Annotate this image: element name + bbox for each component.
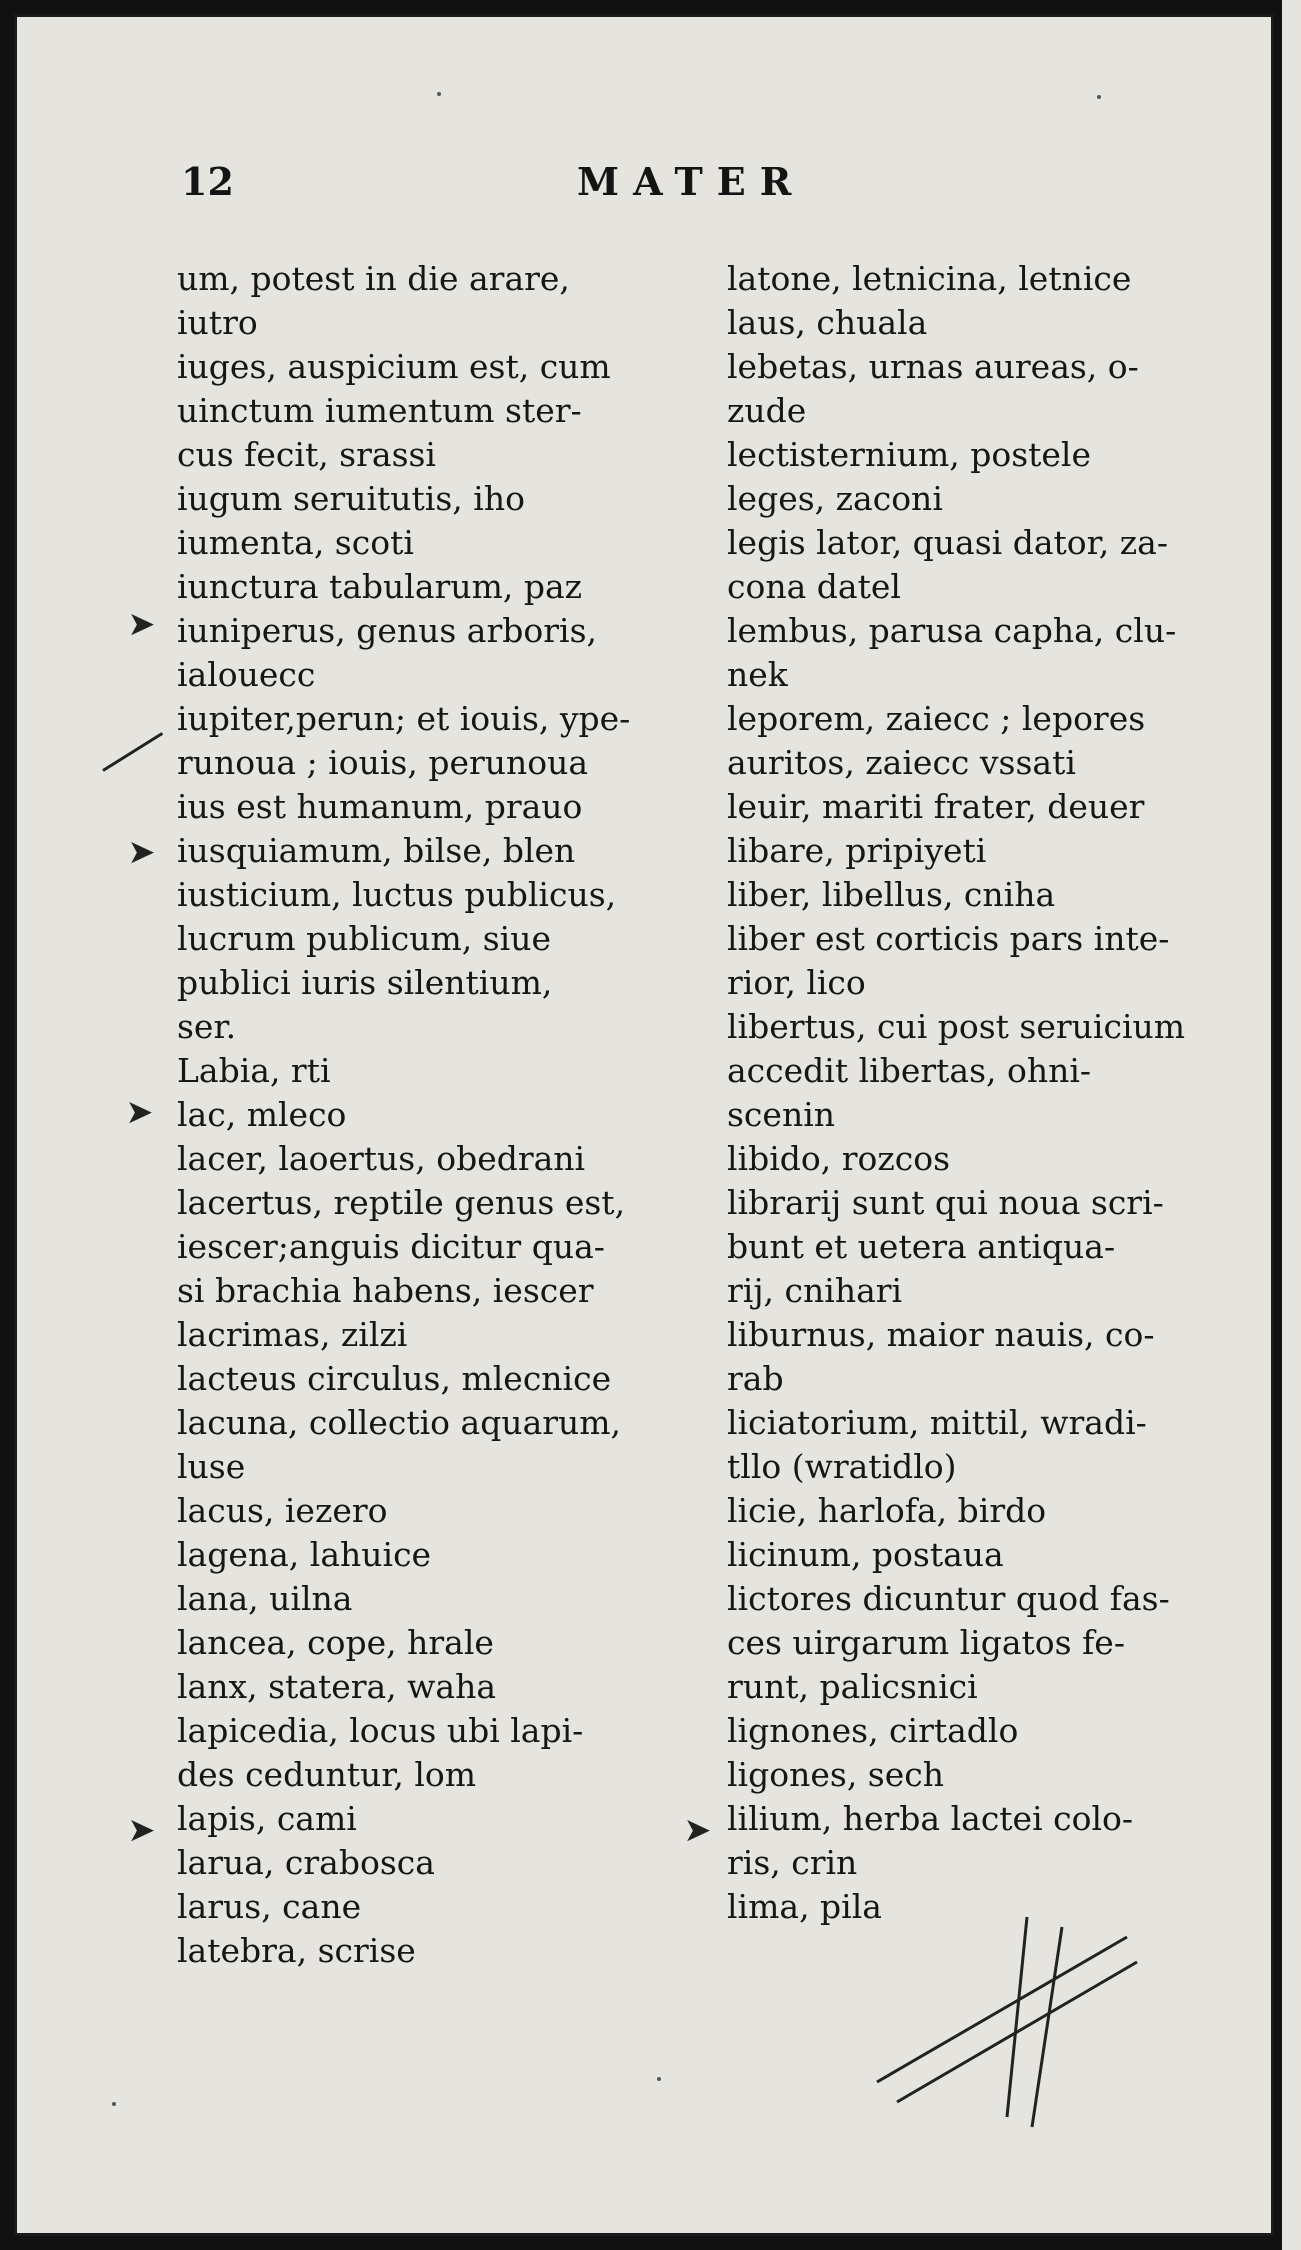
entry-headline: liber, libellus, cniha: [727, 875, 1056, 914]
entry-headline: legis lator, quasi dator, za-: [727, 523, 1168, 562]
entry-headline: lilium, herba lactei colo-: [727, 1799, 1134, 1838]
entry-headline: licie, harlofa, birdo: [727, 1491, 1047, 1530]
dictionary-entry: [177, 785, 687, 829]
dictionary-entry: [177, 345, 687, 477]
entry-headline: libare, pripiyeti: [727, 831, 987, 870]
entry-headline: libido, rozcos: [727, 1139, 951, 1178]
entry-headline: iusquiamum, bilse, blen: [177, 831, 576, 870]
entry-headline: librarij sunt qui noua scri-: [727, 1183, 1164, 1222]
entry-continuation: ialouecc: [177, 655, 316, 694]
entry-headline: lanx, statera, waha: [177, 1667, 497, 1706]
paper-speck: [657, 2077, 661, 2081]
dictionary-entry: [727, 1489, 1227, 1533]
dictionary-entry: [177, 1709, 687, 1797]
handwritten-cross-mark-icon: [857, 1897, 1157, 2137]
dictionary-entry: [177, 1489, 687, 1533]
entry-headline: leporem, zaiecc ; lepores: [727, 699, 1146, 738]
entry-headline: iugum seruitutis, iho: [177, 479, 525, 518]
entry-continuation: lucrum publicum, siue: [177, 919, 551, 958]
dictionary-entry: [177, 1797, 687, 1841]
arrow-mark-icon: ➤: [129, 607, 155, 642]
dictionary-entry: [177, 1357, 687, 1401]
entry-headline: lagena, lahuice: [177, 1535, 432, 1574]
entry-continuation: runoua ; iouis, perunoua: [177, 743, 589, 782]
page-number: 12: [181, 159, 234, 204]
entry-headline: lacteus circulus, mlecnice: [177, 1359, 612, 1398]
dictionary-entry: [727, 345, 1227, 433]
dictionary-entry: [177, 1313, 687, 1357]
dictionary-entry: [177, 1665, 687, 1709]
paper-speck: [437, 92, 441, 96]
arrow-mark-icon: ➤: [129, 1813, 155, 1848]
dictionary-entry: [177, 1929, 687, 1973]
dictionary-entry: [727, 477, 1227, 521]
dictionary-entry: [727, 609, 1227, 697]
dictionary-entry: [177, 829, 687, 873]
entry-continuation: accedit libertas, ohni-: [727, 1051, 1092, 1090]
book-page: [14, 14, 1274, 2236]
entry-headline: lana, uilna: [177, 1579, 353, 1618]
entry-headline: latebra, scrise: [177, 1931, 416, 1970]
entry-headline: iumenta, scoti: [177, 523, 414, 562]
running-head: MATER: [577, 159, 806, 204]
margin-stroke-icon: [102, 732, 163, 772]
dictionary-entry: [727, 521, 1227, 609]
dictionary-entry: [177, 697, 687, 785]
dictionary-entry: [727, 873, 1227, 917]
dictionary-entry: [177, 1401, 687, 1489]
dictionary-entry: [727, 301, 1227, 345]
entry-headline: Labia, rti: [177, 1051, 331, 1090]
dictionary-entry: [727, 1137, 1227, 1181]
entry-continuation: iutro: [177, 303, 258, 342]
dictionary-entry: [177, 1841, 687, 1885]
entry-headline: iuniperus, genus arboris,: [177, 611, 597, 650]
entry-continuation: iescer;anguis dicitur qua-: [177, 1227, 605, 1266]
page-header: [17, 159, 1271, 219]
dictionary-entry: [177, 1577, 687, 1621]
dictionary-entry: [177, 609, 687, 697]
arrow-mark-icon: ➤: [685, 1813, 711, 1848]
entry-headline: iupiter,perun; et iouis, ype-: [177, 699, 631, 738]
entry-headline: lectisternium, postele: [727, 435, 1092, 474]
entry-continuation: bunt et uetera antiqua-: [727, 1227, 1116, 1266]
entry-headline: lictores dicuntur quod fas-: [727, 1579, 1170, 1618]
entry-continuation: cus fecit, srassi: [177, 435, 436, 474]
entry-continuation: ris, crin: [727, 1843, 858, 1882]
dictionary-entry: [727, 697, 1227, 785]
entry-headline: um, potest in die arare,: [177, 259, 570, 298]
dictionary-entry: [177, 477, 687, 521]
entry-continuation: luse: [177, 1447, 246, 1486]
entry-headline: lacus, iezero: [177, 1491, 388, 1530]
entry-headline: leuir, mariti frater, deuer: [727, 787, 1145, 826]
entry-continuation: tllo (wratidlo): [727, 1447, 957, 1486]
dictionary-entry: [177, 873, 687, 1049]
dictionary-entry: [177, 1049, 687, 1093]
entry-continuation: auritos, zaiecc vssati: [727, 743, 1076, 782]
dictionary-entry: [727, 1313, 1227, 1401]
entry-headline: lapis, cami: [177, 1799, 357, 1838]
paper-speck: [112, 2102, 116, 2106]
entry-headline: libertus, cui post seruicium: [727, 1007, 1186, 1046]
dictionary-entry: [727, 1797, 1227, 1885]
dictionary-entry: [727, 1181, 1227, 1313]
entry-continuation: zude: [727, 391, 807, 430]
entry-headline: iuges, auspicium est, cum: [177, 347, 611, 386]
entry-headline: liber est corticis pars inte-: [727, 919, 1170, 958]
arrow-mark-icon: ➤: [129, 835, 155, 870]
entry-headline: laus, chuala: [727, 303, 928, 342]
dictionary-entry: [727, 257, 1227, 301]
dictionary-entry: [727, 1401, 1227, 1489]
left-column: [177, 257, 687, 1973]
entry-continuation: nek: [727, 655, 788, 694]
adjacent-page-edge: [1278, 0, 1301, 2250]
entry-continuation: runt, palicsnici: [727, 1667, 978, 1706]
entry-headline: iunctura tabularum, paz: [177, 567, 583, 606]
dictionary-entry: [177, 1885, 687, 1929]
entry-headline: lignones, cirtadlo: [727, 1711, 1019, 1750]
entry-headline: ius est humanum, prauo: [177, 787, 583, 826]
dictionary-entry: [727, 829, 1227, 873]
dictionary-entry: [727, 433, 1227, 477]
entry-continuation: rij, cnihari: [727, 1271, 903, 1310]
dictionary-entry: [177, 1137, 687, 1181]
entry-headline: lacuna, collectio aquarum,: [177, 1403, 622, 1442]
entry-headline: lacer, laoertus, obedrani: [177, 1139, 586, 1178]
dictionary-entry: [177, 1181, 687, 1313]
dictionary-entry: [727, 1753, 1227, 1797]
entry-headline: leges, zaconi: [727, 479, 943, 518]
entry-continuation: ser.: [177, 1007, 237, 1046]
entry-headline: liburnus, maior nauis, co-: [727, 1315, 1155, 1354]
dictionary-entry: [727, 1533, 1227, 1577]
dictionary-entry: [177, 1621, 687, 1665]
entry-headline: lacrimas, zilzi: [177, 1315, 408, 1354]
paper-speck: [1097, 95, 1101, 99]
dictionary-entry: [177, 1533, 687, 1577]
entry-continuation: ces uirgarum ligatos fe-: [727, 1623, 1125, 1662]
entry-headline: licinum, postaua: [727, 1535, 1004, 1574]
entry-headline: latone, letnicina, letnice: [727, 259, 1132, 298]
entry-headline: iusticium, luctus publicus,: [177, 875, 617, 914]
entry-continuation: publici iuris silentium,: [177, 963, 553, 1002]
dictionary-entry: [177, 565, 687, 609]
entry-headline: lima, pila: [727, 1887, 882, 1926]
entry-headline: lembus, parusa capha, clu-: [727, 611, 1177, 650]
entry-headline: lacertus, reptile genus est,: [177, 1183, 626, 1222]
dictionary-entry: [177, 257, 687, 345]
entry-headline: lapicedia, locus ubi lapi-: [177, 1711, 584, 1750]
dictionary-entry: [727, 917, 1227, 1005]
entry-headline: larua, crabosca: [177, 1843, 435, 1882]
entry-continuation: cona datel: [727, 567, 901, 606]
entry-continuation: rab: [727, 1359, 784, 1398]
entry-continuation: scenin: [727, 1095, 836, 1134]
entry-headline: lancea, cope, hrale: [177, 1623, 494, 1662]
dictionary-entry: [177, 521, 687, 565]
dictionary-entry: [727, 785, 1227, 829]
arrow-mark-icon: ➤: [127, 1095, 153, 1130]
entry-continuation: uinctum iumentum ster-: [177, 391, 582, 430]
dictionary-entry: [727, 1709, 1227, 1753]
dictionary-entry: [727, 1005, 1227, 1137]
right-column: [727, 257, 1227, 1929]
dictionary-entry: [177, 1093, 687, 1137]
entry-continuation: rior, lico: [727, 963, 866, 1002]
dictionary-entry: [727, 1577, 1227, 1709]
entry-headline: ligones, sech: [727, 1755, 944, 1794]
entry-continuation: des ceduntur, lom: [177, 1755, 477, 1794]
entry-continuation: si brachia habens, iescer: [177, 1271, 594, 1310]
entry-headline: larus, cane: [177, 1887, 362, 1926]
entry-headline: lac, mleco: [177, 1095, 347, 1134]
entry-headline: liciatorium, mittil, wradi-: [727, 1403, 1147, 1442]
entry-headline: lebetas, urnas aureas, o-: [727, 347, 1139, 386]
